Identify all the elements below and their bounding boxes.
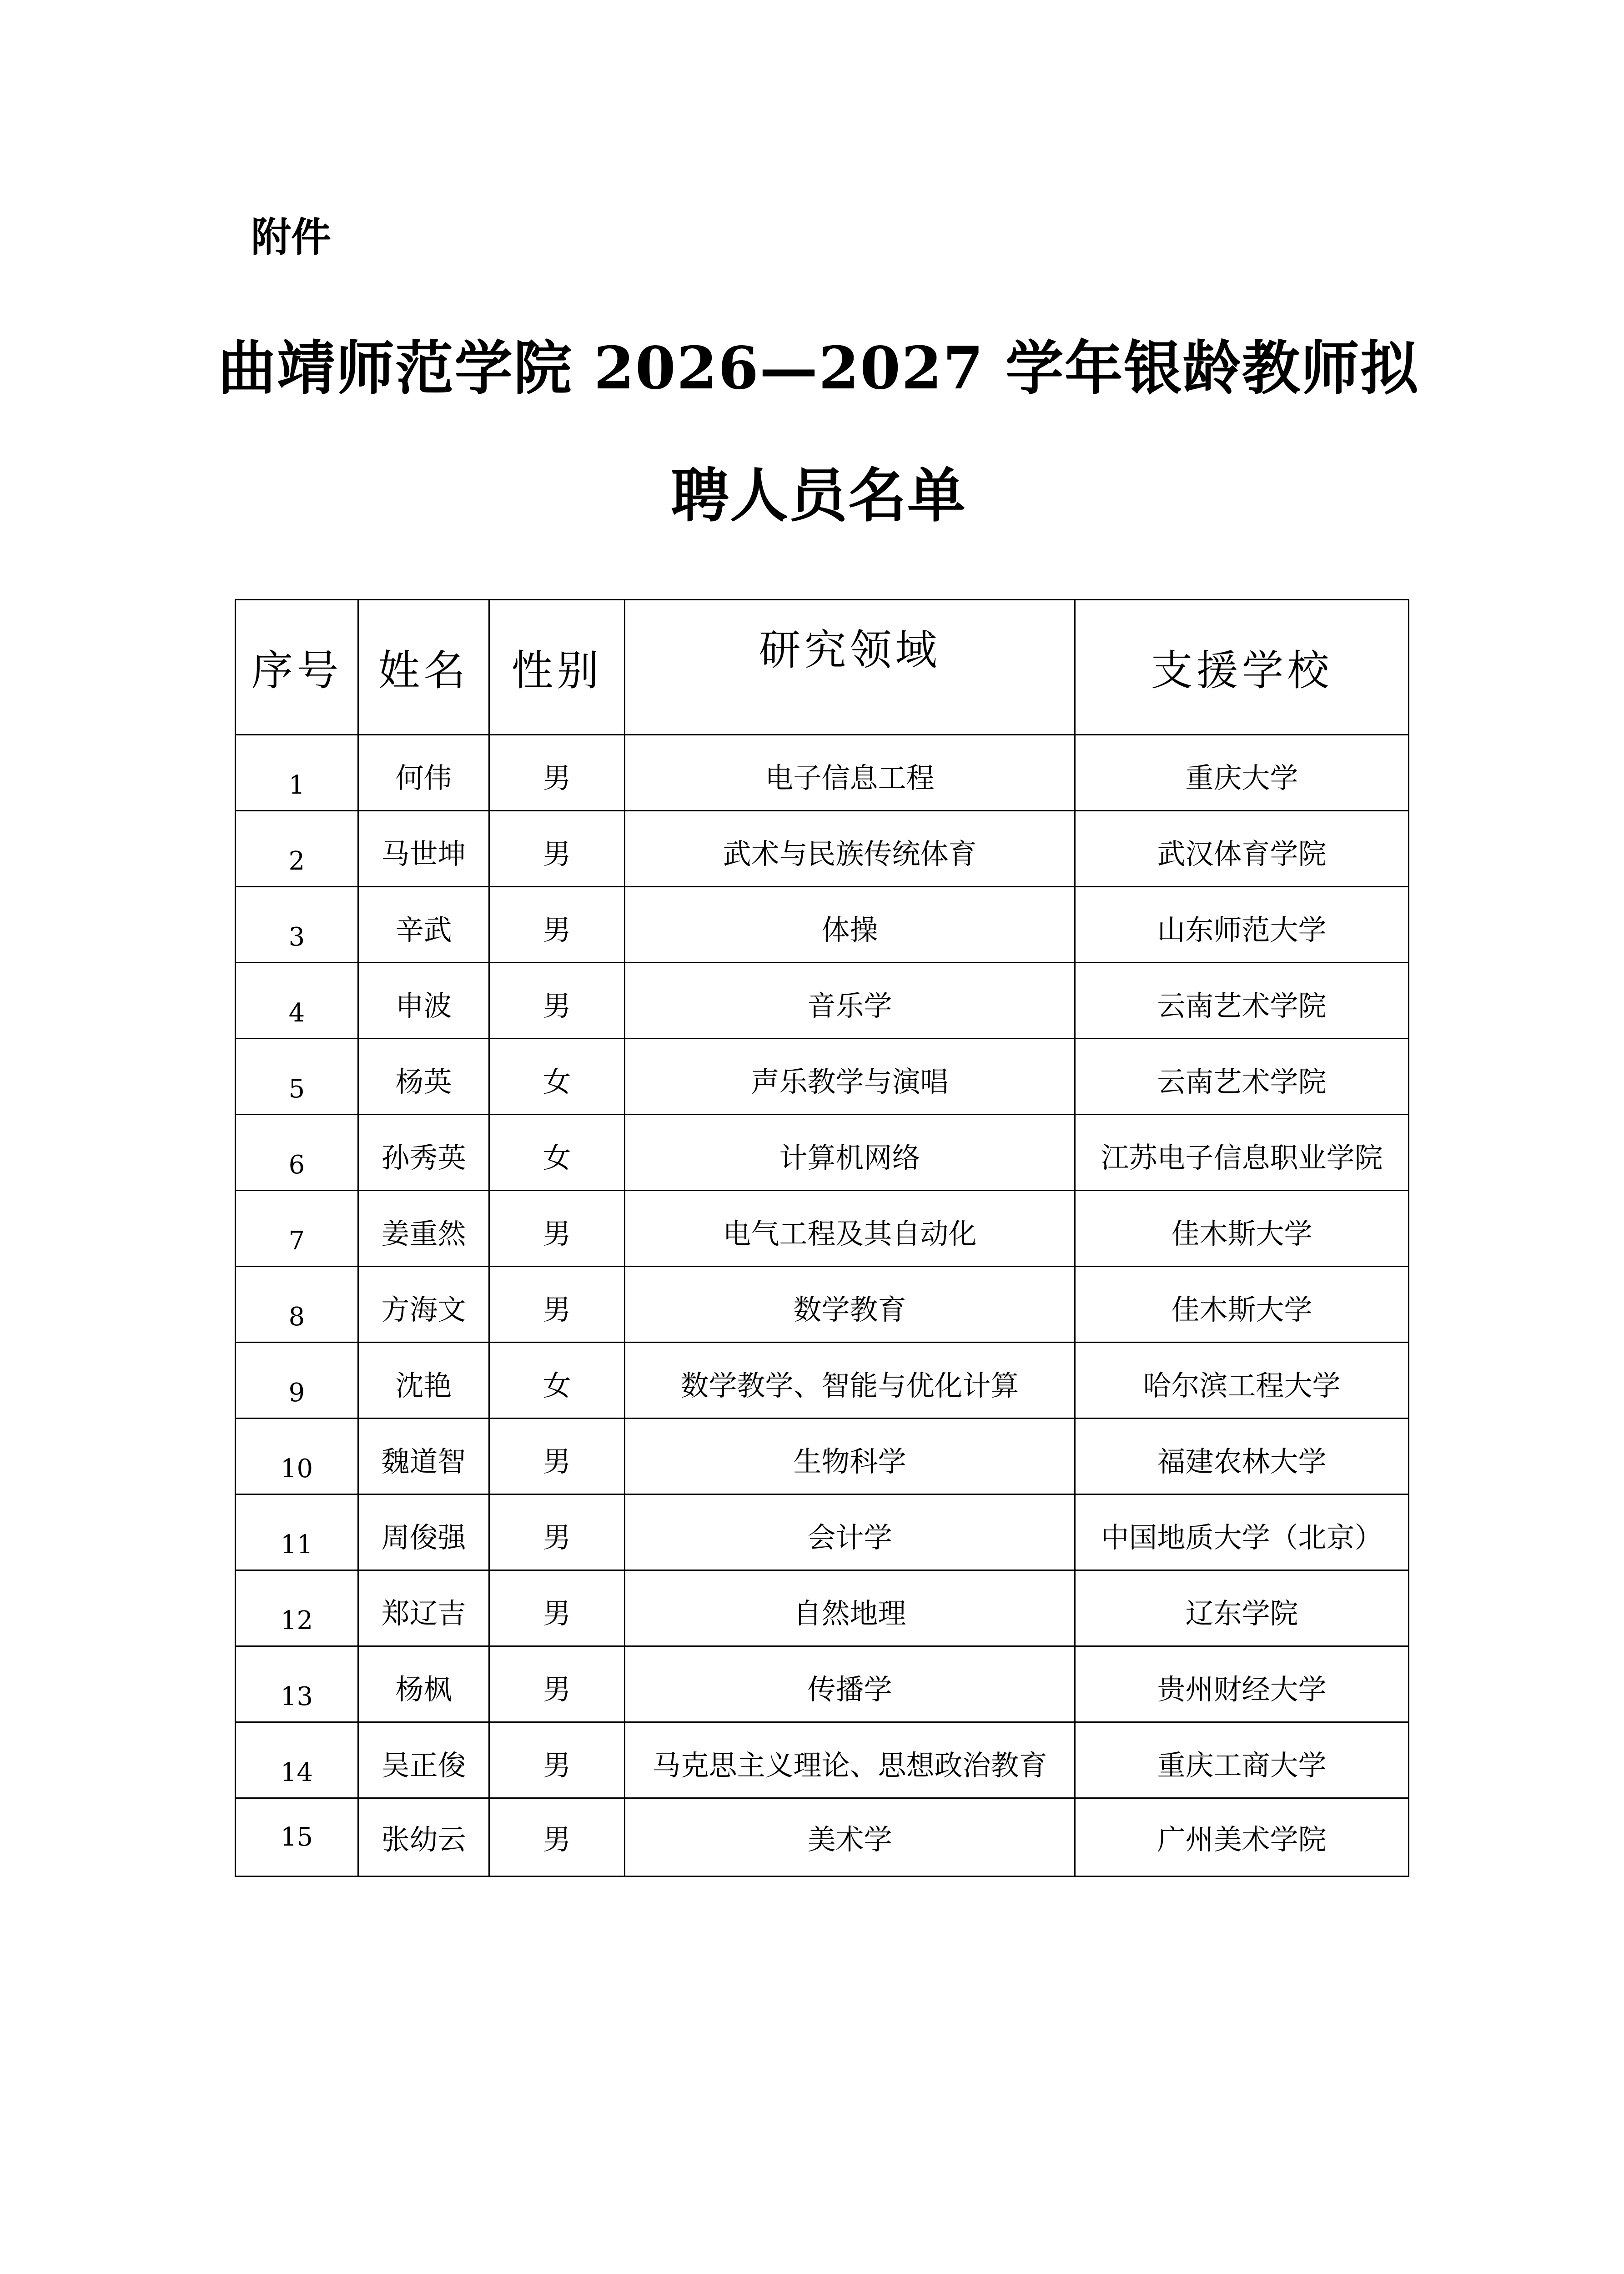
cell-gender: 男: [489, 1494, 625, 1570]
cell-seq: 6: [236, 1115, 358, 1191]
cell-gender: 男: [489, 1570, 625, 1646]
cell-field: 武术与民族传统体育: [625, 811, 1075, 887]
cell-name: 孙秀英: [358, 1115, 489, 1191]
table-header-row: [236, 600, 1409, 735]
roster-table-container: [235, 599, 1408, 1877]
cell-seq: 5: [236, 1039, 358, 1115]
cell-gender: 男: [489, 1798, 625, 1877]
cell-field: 电子信息工程: [625, 735, 1075, 811]
header-gender: 性别: [489, 600, 625, 735]
table-row: [236, 963, 1409, 1039]
cell-seq: 10: [236, 1419, 358, 1494]
cell-field: 音乐学: [625, 963, 1075, 1039]
cell-school: 福建农林大学: [1075, 1419, 1409, 1494]
cell-name: 杨英: [358, 1039, 489, 1115]
cell-seq: 8: [236, 1267, 358, 1343]
cell-school: 哈尔滨工程大学: [1075, 1343, 1409, 1419]
cell-field: 会计学: [625, 1494, 1075, 1570]
cell-name: 方海文: [358, 1267, 489, 1343]
attachment-label: 附件: [251, 214, 332, 261]
cell-seq: 14: [236, 1722, 358, 1798]
cell-school: 云南艺术学院: [1075, 1039, 1409, 1115]
cell-field: 自然地理: [625, 1570, 1075, 1646]
table-row: [236, 1419, 1409, 1494]
cell-name: 姜重然: [358, 1191, 489, 1267]
cell-name: 辛武: [358, 887, 489, 963]
cell-seq: 12: [236, 1570, 358, 1646]
table-row: [236, 1343, 1409, 1419]
cell-field: 体操: [625, 887, 1075, 963]
header-field: 研究领域: [625, 600, 1075, 735]
cell-school: 云南艺术学院: [1075, 963, 1409, 1039]
header-school: 支援学校: [1075, 600, 1409, 735]
cell-field: 电气工程及其自动化: [625, 1191, 1075, 1267]
cell-name: 杨枫: [358, 1646, 489, 1722]
table-row: [236, 1722, 1409, 1798]
cell-name: 周俊强: [358, 1494, 489, 1570]
cell-name: 吴正俊: [358, 1722, 489, 1798]
cell-gender: 男: [489, 1191, 625, 1267]
cell-gender: 男: [489, 1267, 625, 1343]
cell-name: 魏道智: [358, 1419, 489, 1494]
cell-seq: 11: [236, 1494, 358, 1570]
document-title-line-1: 曲靖师范学院 2026—2027 学年银龄教师拟: [218, 334, 1419, 402]
cell-seq: 13: [236, 1646, 358, 1722]
cell-name: 马世坤: [358, 811, 489, 887]
cell-school: 中国地质大学（北京）: [1075, 1494, 1409, 1570]
cell-gender: 男: [489, 735, 625, 811]
cell-school: 贵州财经大学: [1075, 1646, 1409, 1722]
cell-school: 辽东学院: [1075, 1570, 1409, 1646]
cell-school: 山东师范大学: [1075, 887, 1409, 963]
table-row: [236, 887, 1409, 963]
cell-school: 江苏电子信息职业学院: [1075, 1115, 1409, 1191]
header-seq: 序号: [236, 600, 358, 735]
cell-name: 张幼云: [358, 1798, 489, 1877]
cell-field: 数学教育: [625, 1267, 1075, 1343]
cell-seq: 2: [236, 811, 358, 887]
cell-field: 美术学: [625, 1798, 1075, 1877]
cell-school: 武汉体育学院: [1075, 811, 1409, 887]
table-row: [236, 1646, 1409, 1722]
table-row: [236, 1494, 1409, 1570]
header-name: 姓名: [358, 600, 489, 735]
cell-school: 佳木斯大学: [1075, 1267, 1409, 1343]
cell-name: 沈艳: [358, 1343, 489, 1419]
table-row: [236, 735, 1409, 811]
cell-name: 何伟: [358, 735, 489, 811]
cell-name: 申波: [358, 963, 489, 1039]
cell-school: 佳木斯大学: [1075, 1191, 1409, 1267]
table-row: [236, 1798, 1409, 1877]
cell-seq: 9: [236, 1343, 358, 1419]
cell-field: 传播学: [625, 1646, 1075, 1722]
cell-gender: 男: [489, 963, 625, 1039]
table-row: [236, 1115, 1409, 1191]
table-row: [236, 1039, 1409, 1115]
cell-seq: 15: [236, 1798, 358, 1877]
cell-gender: 女: [489, 1039, 625, 1115]
table-row: [236, 1570, 1409, 1646]
cell-seq: 1: [236, 735, 358, 811]
table-row: [236, 811, 1409, 887]
table-row: [236, 1267, 1409, 1343]
cell-gender: 男: [489, 887, 625, 963]
cell-school: 重庆大学: [1075, 735, 1409, 811]
cell-field: 生物科学: [625, 1419, 1075, 1494]
cell-gender: 女: [489, 1115, 625, 1191]
cell-school: 重庆工商大学: [1075, 1722, 1409, 1798]
cell-gender: 男: [489, 811, 625, 887]
cell-gender: 男: [489, 1646, 625, 1722]
cell-name: 郑辽吉: [358, 1570, 489, 1646]
cell-gender: 男: [489, 1419, 625, 1494]
document-title-line-2: 聘人员名单: [670, 462, 966, 530]
cell-seq: 4: [236, 963, 358, 1039]
table-row: [236, 1191, 1409, 1267]
cell-seq: 7: [236, 1191, 358, 1267]
cell-field: 马克思主义理论、思想政治教育: [625, 1722, 1075, 1798]
table-body: [236, 735, 1409, 1877]
cell-field: 声乐教学与演唱: [625, 1039, 1075, 1115]
cell-school: 广州美术学院: [1075, 1798, 1409, 1877]
cell-seq: 3: [236, 887, 358, 963]
cell-gender: 男: [489, 1722, 625, 1798]
cell-field: 计算机网络: [625, 1115, 1075, 1191]
roster-table: [235, 599, 1409, 1877]
cell-gender: 女: [489, 1343, 625, 1419]
cell-field: 数学教学、智能与优化计算: [625, 1343, 1075, 1419]
